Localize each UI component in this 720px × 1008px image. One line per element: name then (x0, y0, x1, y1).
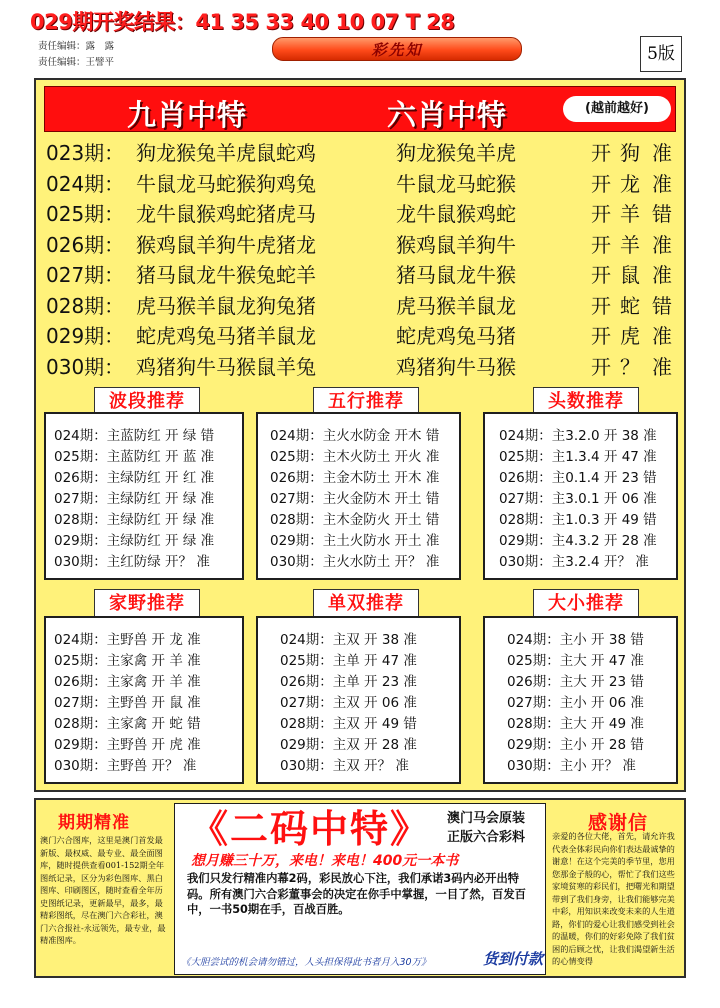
row-open-label: 开 (591, 263, 611, 287)
section-row: 030期：主双 开？ 准 (280, 758, 409, 774)
wuxing-box (256, 412, 461, 580)
row-nine-zodiac: 龙牛鼠猴鸡蛇猪虎马 (136, 202, 316, 226)
right-text: 亲爱的各位大佬，首先，请允许我代表全体彩民向你们表达最诚挚的谢意！在这个完美的季节里，您用您那金子般的心，帮忙了我们这些家境贫寒的彩民们，把曙光和期望带到了我们身旁，让我们能够完美中彩，用知识来改变未来的人生道路，你们的爱心让我们感受到社会的温暖，你们的好彩免除了我们贫困的后顾之忧，让我们渴望新生活的心情变得 (552, 831, 675, 966)
row-period: 029期： (46, 324, 125, 348)
section-row: 024期：主蓝防红 开 绿 错 (54, 428, 215, 444)
row-result: 虎准 (620, 324, 684, 348)
row-open-label: 开 (591, 171, 611, 196)
ad-footline: 《大胆尝试的机会请勿错过，人头担保得此书者月入30万》 (181, 957, 431, 968)
section-row: 029期：主4.3.2 开 28 准 (499, 533, 657, 549)
row-six-zodiac: 猪马鼠龙牛猴 (396, 263, 516, 287)
row-open-label: 开 (591, 232, 611, 257)
editor-line-1: 责任编辑：露 露 (38, 41, 115, 52)
row-nine-zodiac: 狗龙猴兔羊虎鼠蛇鸡 (136, 141, 316, 165)
row-nine-zodiac: 牛鼠龙马蛇猴狗鸡兔 (136, 171, 316, 196)
row-result: 狗准 (620, 141, 684, 165)
ad-subtitle-2: 正版六合彩料 (447, 830, 526, 845)
section-row: 025期：主蓝防红 开 蓝 准 (54, 449, 215, 465)
row-period: 025期： (46, 202, 125, 226)
row-six-zodiac: 牛鼠龙马蛇猴 (396, 171, 516, 196)
row-result: 蛇错 (620, 293, 684, 318)
row-nine-zodiac: 猴鸡鼠羊狗牛虎猪龙 (136, 232, 316, 257)
section-row: 027期：主双 开 06 准 (280, 695, 417, 711)
cash-on-delivery: 货到付款 (483, 950, 544, 968)
row-result: 羊错 (620, 202, 684, 226)
section-row: 024期：主双 开 38 准 (280, 632, 417, 648)
section-row: 024期：主火水防金 开木 错 (270, 428, 440, 444)
ad-big-title: 《二码中特》 (189, 807, 430, 851)
section-row: 029期：主土火防水 开土 准 (270, 533, 440, 549)
section-row: 024期：主小 开 38 错 (507, 632, 644, 648)
section-row: 030期：主3.2.4 开？ 准 (499, 554, 649, 570)
row-six-zodiac: 虎马猴羊鼠龙 (396, 293, 516, 318)
section-row: 026期：主0.1.4 开 23 错 (499, 470, 657, 486)
section-row: 028期：主木金防火 开土 错 (270, 512, 440, 528)
section-row: 030期：主小 开？ 准 (507, 758, 636, 774)
section-row: 025期：主单 开 47 准 (280, 653, 417, 669)
domestic-box (44, 616, 244, 784)
section-row: 030期：主野兽 开？ 准 (54, 758, 197, 774)
head-box (483, 412, 678, 580)
section-row: 028期：主大 开 49 准 (507, 716, 644, 732)
section-row: 026期：主家禽 开 羊 准 (54, 674, 201, 690)
section-row: 029期：主绿防红 开 绿 准 (54, 533, 215, 549)
section-row: 029期：主双 开 28 准 (280, 737, 417, 753)
bottom-panel (34, 798, 686, 978)
section-row: 025期：主木火防土 开火 准 (270, 449, 440, 465)
wave-title: 波段推荐 (94, 387, 200, 417)
row-open-label: 开 (591, 141, 611, 165)
section-row: 028期：主双 开 49 错 (280, 716, 417, 732)
band-note: (越前越好) (563, 96, 671, 122)
section-row: 026期：主大 开 23 错 (507, 674, 644, 690)
page-number: 5版 (640, 36, 682, 72)
row-nine-zodiac: 鸡猪狗牛马猴鼠羊兔 (136, 354, 316, 379)
oddeven-box (256, 616, 461, 784)
row-period: 026期： (46, 232, 125, 257)
wave-box (44, 412, 244, 580)
row-open-label: 开 (591, 354, 611, 379)
row-open-label: 开 (591, 324, 611, 348)
row-open-label: 开 (591, 293, 611, 318)
row-six-zodiac: 蛇虎鸡兔马猪 (396, 324, 516, 348)
section-row: 026期：主绿防红 开 红 准 (54, 470, 215, 486)
row-open-label: 开 (591, 202, 611, 226)
two-code-ad (174, 803, 546, 975)
brand-banner (272, 37, 522, 61)
row-six-zodiac: 龙牛鼠猴鸡蛇 (396, 202, 516, 226)
size-title: 大小推荐 (533, 589, 639, 619)
row-result: 鼠准 (620, 263, 684, 287)
section-row: 027期：主绿防红 开 绿 准 (54, 491, 215, 507)
row-nine-zodiac: 猪马鼠龙牛猴兔蛇羊 (136, 263, 316, 287)
section-row: 029期：主小 开 28 错 (507, 737, 644, 753)
row-result: ？准 (620, 354, 684, 379)
section-row: 028期：主家禽 开 蛇 错 (54, 716, 201, 732)
zodiac-header-band (44, 86, 676, 132)
ad-slogan: 想月赚三十万，来电！来电！400元一本书 (191, 853, 459, 869)
row-nine-zodiac: 虎马猴羊鼠龙狗兔猪 (136, 293, 316, 318)
section-row: 025期：主1.3.4 开 47 准 (499, 449, 657, 465)
row-result: 龙准 (620, 171, 684, 196)
six-zodiac-title: 六肖中特 (387, 98, 508, 132)
oddeven-title: 单双推荐 (313, 589, 419, 619)
size-box (483, 616, 678, 784)
section-row: 029期：主野兽 开 虎 准 (54, 737, 201, 753)
left-text: 澳门六合图库，这里是澳门首发最新版、最权威、最专业、最全面图库，随时提供查看001-152期全年图纸记录，区分为彩色图库、黑白图库、印刷图区，随时查看全年历史图纸记录，更新最早，最多，最精彩图纸，尽在澳门六合彩社，澳门六合报社-永远领先，最专业，最精准图库。 (40, 835, 166, 945)
domestic-title: 家野推荐 (94, 589, 200, 619)
section-row: 028期：主1.0.3 开 49 错 (499, 512, 657, 528)
row-six-zodiac: 鸡猪狗牛马猴 (396, 354, 516, 379)
ad-subtitle-1: 澳门马会原装 (447, 811, 526, 826)
section-row: 024期：主3.2.0 开 38 准 (499, 428, 657, 444)
left-title: 期期精准 (58, 813, 130, 833)
section-row: 026期：主金木防土 开木 准 (270, 470, 440, 486)
section-row: 025期：主家禽 开 羊 准 (54, 653, 201, 669)
brand-name: 彩先知 (371, 41, 423, 59)
row-nine-zodiac: 蛇虎鸡兔马猪羊鼠龙 (136, 324, 316, 348)
editor-line-2: 责任编辑：王譬平 (38, 57, 115, 68)
section-row: 028期：主绿防红 开 绿 准 (54, 512, 215, 528)
row-six-zodiac: 猴鸡鼠羊狗牛 (396, 232, 516, 257)
head-title: 头数推荐 (533, 387, 639, 417)
row-period: 030期： (46, 354, 125, 379)
row-period: 024期： (46, 171, 125, 196)
section-row: 027期：主火金防木 开土 错 (270, 491, 440, 507)
row-result: 羊准 (620, 232, 684, 257)
row-period: 023期： (46, 141, 125, 165)
section-row: 025期：主大 开 47 准 (507, 653, 644, 669)
wuxing-title: 五行推荐 (313, 387, 419, 417)
row-six-zodiac: 狗龙猴兔羊虎 (396, 141, 516, 165)
right-title: 感谢信 (588, 812, 649, 834)
row-period: 027期： (46, 263, 125, 287)
ad-body: 我们只发行精准内幕2码，彩民放心下注，我们承诺3码内必开出特码。所有澳门六合彩董事会的决定在你手中掌握，一目了然，百发百中，一书50期在手，百战百胜。 (187, 872, 526, 916)
nine-zodiac-title: 九肖中特 (127, 98, 248, 132)
section-row: 027期：主3.0.1 开 06 准 (499, 491, 657, 507)
section-row: 027期：主小 开 06 准 (507, 695, 644, 711)
section-row: 027期：主野兽 开 鼠 准 (54, 695, 201, 711)
section-row: 030期：主红防绿 开？ 准 (54, 554, 210, 570)
main-panel (34, 78, 686, 792)
section-row: 026期：主单 开 23 准 (280, 674, 417, 690)
row-period: 028期： (46, 293, 125, 318)
draw-result-headline: 029期开奖结果：41 35 33 40 10 07 T 28 (30, 10, 455, 34)
section-row: 030期：主火水防土 开？ 准 (270, 554, 440, 570)
section-row: 024期：主野兽 开 龙 准 (54, 632, 201, 648)
